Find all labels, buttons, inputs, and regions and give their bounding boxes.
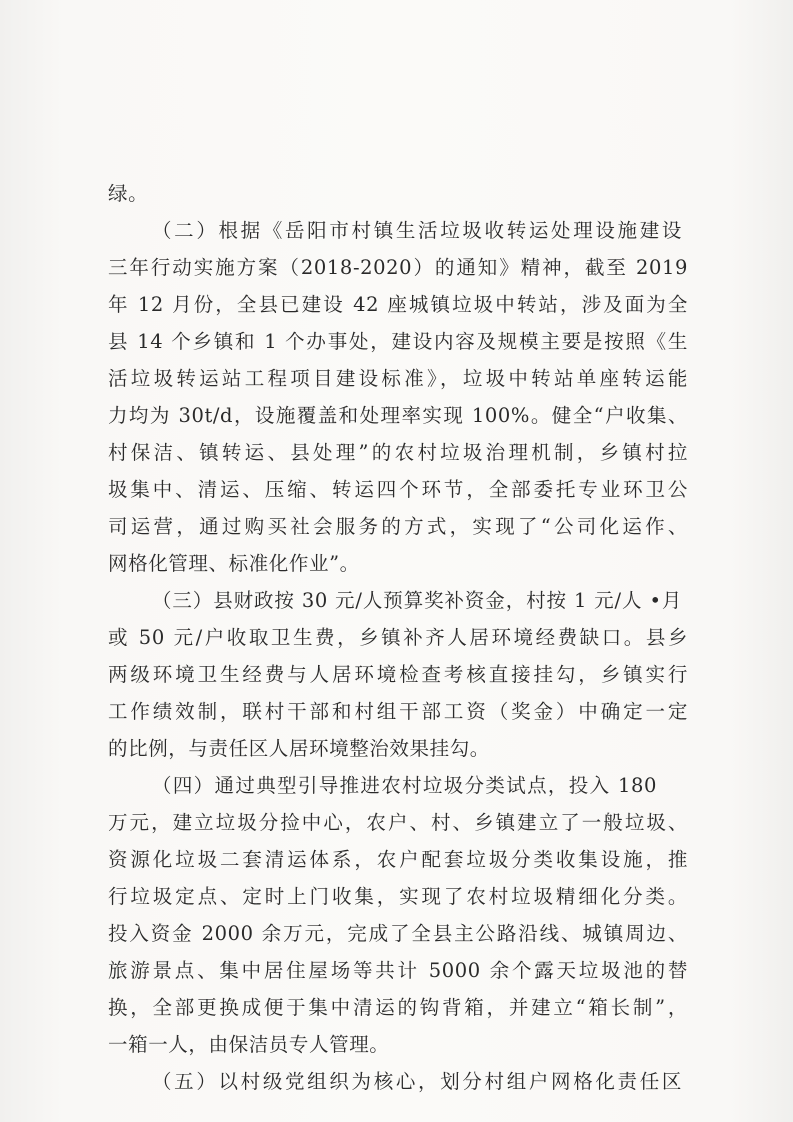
text-line: （三）县财政按 30 元/人预算奖补资金，村按 1 元/人 •月 (152, 589, 682, 612)
text-line: 绿。 (108, 182, 149, 205)
text-line: 村保洁、镇转运、县处理”的农村垃圾治理机制，乡镇村拉 (108, 441, 688, 464)
text-line: 县 14 个乡镇和 1 个办事处，建设内容及规模主要是按照《生 (108, 330, 688, 353)
text-line: 力均为 30t/d，设施覆盖和处理率实现 100%。健全“户收集、 (108, 404, 688, 427)
text-line: 一箱一人，由保洁员专人管理。 (108, 1033, 390, 1056)
text-line: 换，全部更换成便于集中清运的钩背箱，并建立“箱长制”， (108, 996, 688, 1019)
text-line: 资源化垃圾二套清运体系，农户配套垃圾分类收集设施，推 (108, 848, 688, 871)
text-line: 的比例，与责任区人居环境整治效果挂勾。 (108, 737, 490, 760)
text-line: （四）通过典型引导推进农村垃圾分类试点，投入 180 (152, 774, 657, 797)
text-line: 两级环境卫生经费与人居环境检查考核直接挂勾，乡镇实行 (108, 663, 688, 686)
text-line: 旅游景点、集中居住屋场等共计 5000 余个露天垃圾池的替 (108, 959, 688, 982)
text-line: 工作绩效制，联村干部和村组干部工资（奖金）中确定一定 (108, 700, 688, 723)
text-line: 三年行动实施方案（2018-2020）的通知》精神，截至 2019 (108, 256, 688, 279)
text-line: 活垃圾转运站工程项目建设标准》，垃圾中转站单座转运能 (108, 367, 688, 390)
text-line: 年 12 月份，全县已建设 42 座城镇垃圾中转站，涉及面为全 (108, 293, 688, 316)
text-line: 圾集中、清运、压缩、转运四个环节，全部委托专业环卫公 (108, 478, 688, 501)
text-line: 司运营，通过购买社会服务的方式，实现了“公司化运作、 (108, 515, 688, 538)
text-line: 投入资金 2000 余万元，完成了全县主公路沿线、城镇周边、 (108, 922, 688, 945)
text-line: 万元，建立垃圾分捡中心，农户、村、乡镇建立了一般垃圾、 (108, 811, 688, 834)
text-line: （二）根据《岳阳市村镇生活垃圾收转运处理设施建设 (152, 219, 682, 242)
text-line: 行垃圾定点、定时上门收集，实现了农村垃圾精细化分类。 (108, 885, 688, 908)
text-line: 网格化管理、标准化作业”。 (108, 552, 360, 575)
text-line: （五）以村级党组织为核心，划分村组户网格化责任区 (152, 1070, 682, 1093)
text-line: 或 50 元/户收取卫生费，乡镇补齐人居环境经费缺口。县乡 (108, 626, 688, 649)
